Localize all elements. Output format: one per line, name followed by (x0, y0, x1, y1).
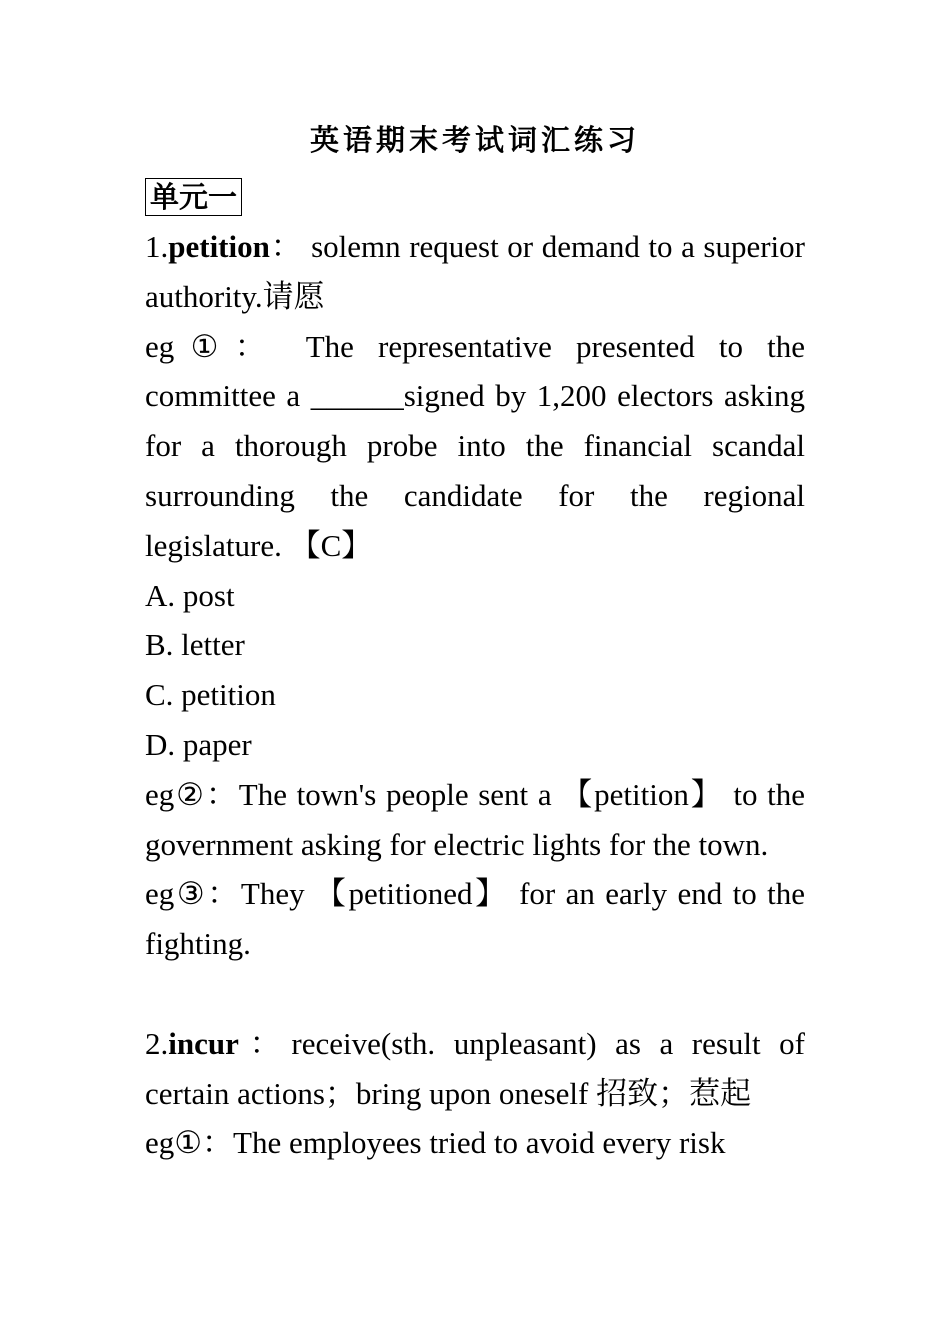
paragraph-spacer (145, 969, 805, 1019)
unit-label: 单元一 (145, 178, 242, 216)
entry-1-example-3: eg③：They 【petitioned】 for an early end to the fighting. (145, 876, 805, 962)
document-page (145, 120, 805, 1168)
entry-1-option-b: B. letter (145, 627, 245, 663)
entry-2-example-1: eg①：The employees tried to avoid every risk (145, 1125, 726, 1161)
entry-1-definition: ： solemn request or demand to a superior authority.请愿 (145, 229, 805, 314)
entry-2-heading (145, 1019, 805, 1119)
entry-1-option-c: C. petition (145, 677, 276, 713)
entry-2-number: 2. (145, 1025, 169, 1061)
entry-1-example-2: eg②：The town's people sent a 【petition】 to the government asking for electric lights for the town. (145, 776, 805, 862)
entry-1-number: 1. (145, 229, 169, 264)
document-title: 英语期末考试词汇练习 (309, 123, 640, 157)
entry-2-definition: ：receive(sth. unpleasant) as a result of certain actions；bring upon oneself 招致；惹起 (145, 1025, 805, 1111)
entry-1-word: petition (168, 229, 270, 264)
entry-1-option-a: A. post (145, 577, 235, 613)
entry-1-example-1: eg①： The representative presented to the committee a ______signed by 1,200 electors asking for a thorough probe into the financial scandal surrounding the candidate for the regional legislature. 【C】 (145, 328, 805, 563)
entry-2-word: incur (168, 1025, 239, 1061)
entry-1-heading (145, 222, 805, 322)
entry-1-option-d: D. paper (145, 726, 252, 762)
